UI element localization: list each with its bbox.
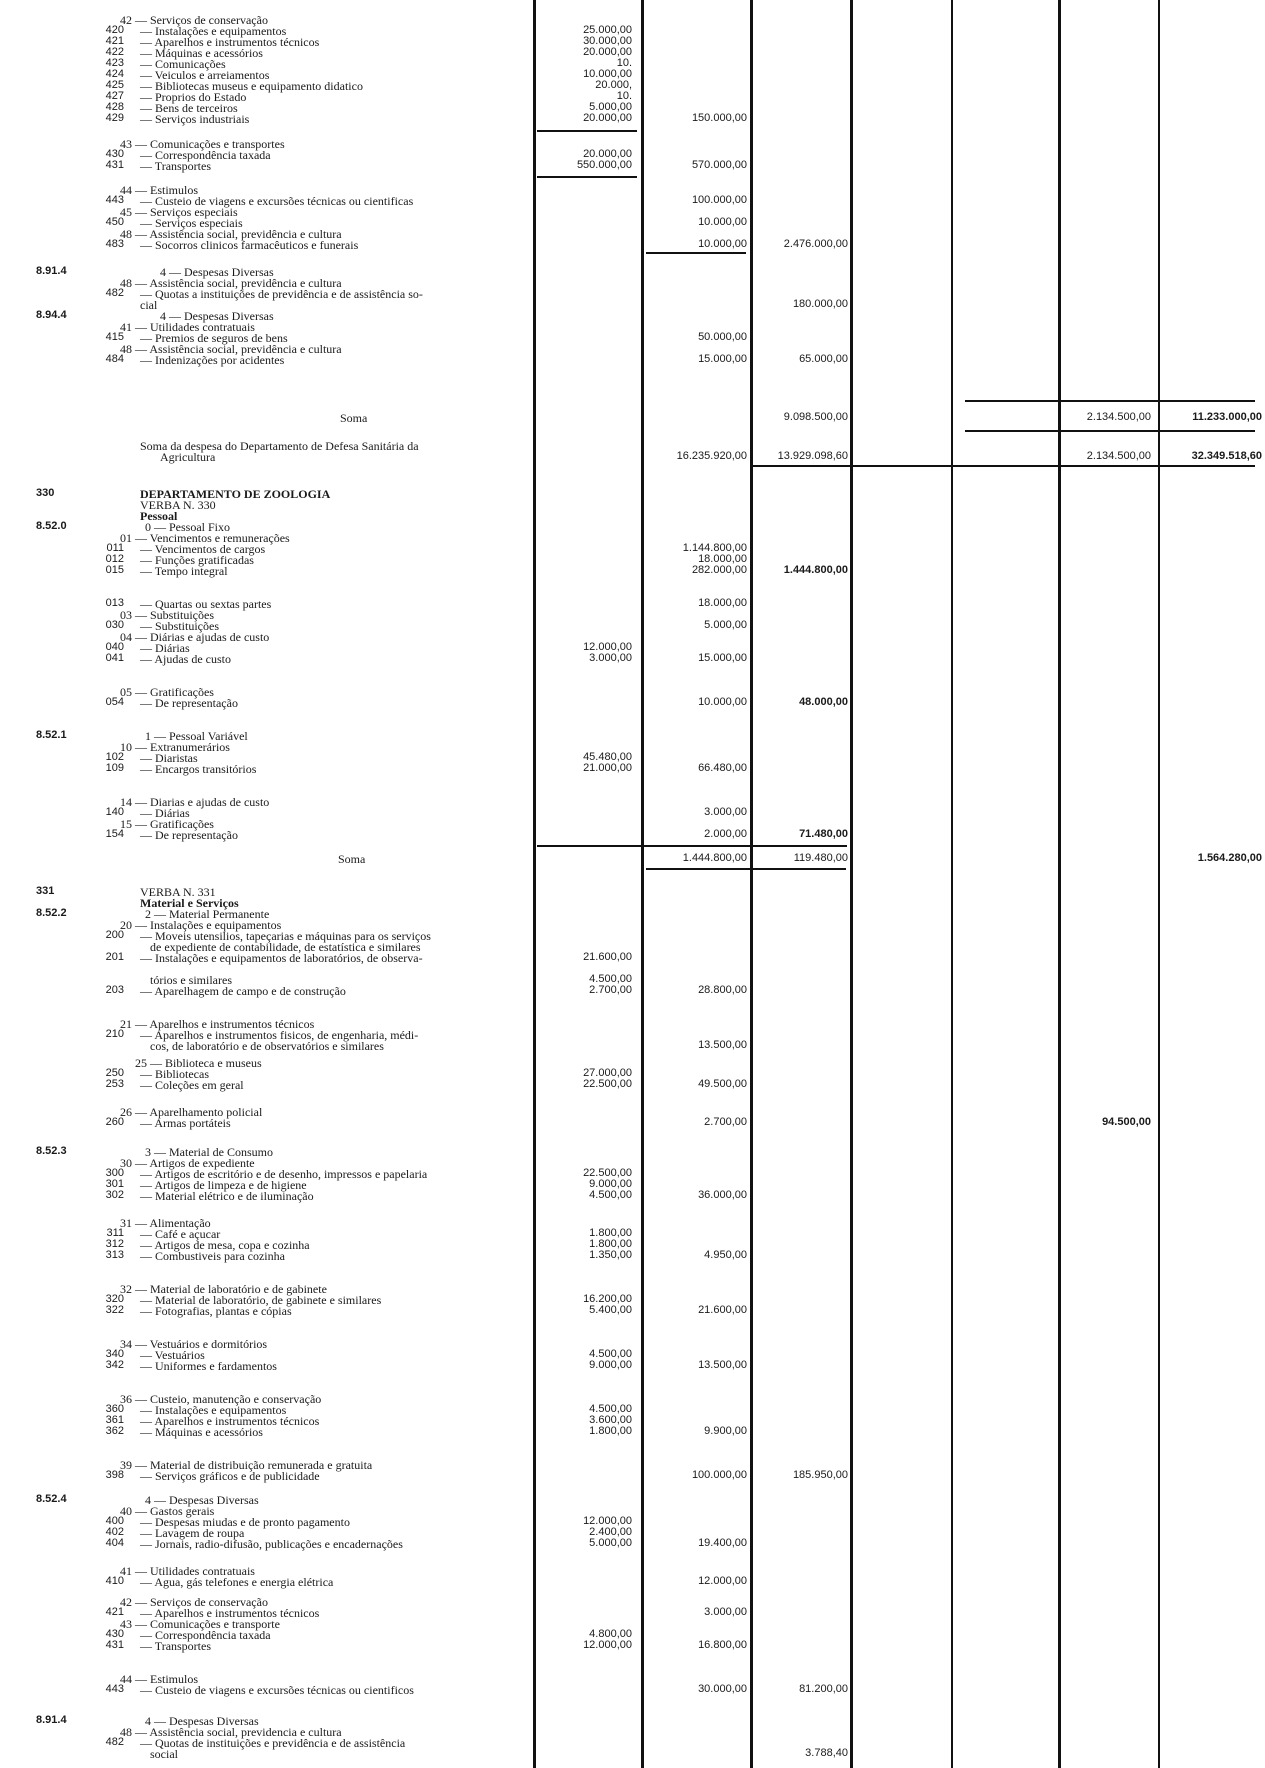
subtotal-rule <box>646 252 746 254</box>
column-rule <box>1158 0 1160 1768</box>
column-rule <box>750 0 753 1768</box>
column-rule <box>1058 0 1061 1768</box>
total-rule <box>750 465 1255 467</box>
column-rule <box>850 0 853 1768</box>
subtotal-rule <box>965 430 1255 432</box>
column-rule <box>951 0 953 1768</box>
subtotal-rule <box>965 400 1255 402</box>
column-rule <box>641 0 644 1768</box>
budget-page: 42 — Serviços de conservação 420 — Instalações e equipamentos 25.000,00 421 — Aparelhos e instrumentos técnicos 30.000,00 422 — Máquinas e acessórios 20.000,00 423 — Comunicações 10. 424 — Veiculos e arreiamentos 10.000,00 425 — Bibliotecas museus e equipamento didatico 20.000, 427 — Proprios do Estado 10. 428 — Bens de terceiros 5.000,00 429 — Serviços industriais 20.000,00 150.000,00 43 — Comunicações e transportes 430 — Correspondência taxada 20.000,00 431 — Transportes 550.000,00 570.000,00 44 — Estimulos 443 — Custeio de viagens e excursões técnicas ou cientificas 100.000,00 45 — Serviços especiais 450 — Serviços especiais 10.000,00 48 — Assistência social, previdência e cultura 483 — Socorros clinicos farmacêuticos e funerais 10.000,00 2.476.000,00 8.91.4 4 — Despesas Diversas 48 — Assistência social, previdência e cultura 482 — Quotas a instituições de previdência e de assistência so- cial 180.000,00 8.94.4 4 — Despesas Diversas 41 — Utilidades contratuais 415 — Premios de seguros de bens 50.000,00 48 — Assistência social, previdência e cultura 484 — Indenizações por acidentes 15.000,00 65.000,00 Soma 9.098.500,00 2.134.500,00 11.233.000,00 Soma da despesa do Departamento de Defesa Sanitária da Agricultura 16.235.920,00 13.929.098,60 2.134.500,00 32.349.518,60 330 DEPARTAMENTO DE ZOOLOGIA VERBA N. 330 Pessoal 8.52.0 0 — Pessoal Fixo 01 — Vencimentos e remunerações 011 — Vencimentos de cargos 1.144.800,00 012 — Funções gratificadas 18.000,00 015 — Tempo integral 282.000,00 1.444.800,00 013 — Quartas ou sextas partes 18.000,00 03 — Substituições 030 — Substituições 5.000,00 04 — Diárias e ajudas de custo 040 — Diárias 12.000,00 041 — Ajudas de custo 3.000,00 15.000,00 05 — Gratificações 054 — De representação 10.000,00 48.000,00 8.52.1 1 — Pessoal Variável 10 — Extranumerários 102 — Diaristas 45.480,00 109 — Encargos transitórios 21.000,00 66.480,00 14 — Diarias e ajudas de custo 140 — Diárias 3.000,00 15 — Gratificações 154 — De representação 2.000,00 71.480,00 Soma 1.444.800,00 119.480,00 1.564.280,00 331 VERBA N. 331 Material e Serviços 8.52.2 2 — Material Permanente 20 — Instalações e equipamentos 200 — Moveis utensilios, tapeçarias e máquinas para os serviços de expediente de contabilidade, de estatística e similares 201 — Instalações e equipamentos de laboratórios, de observa- 21.600,00 tórios e similares 4.500,00 203 — Aparelhagem de campo e de construção 2.700,00 28.800,00 21 — Aparelhos e instrumentos técnicos 210 — Aparelhos e instrumentos fisicos, de engenharia, médi- cos, de laboratório e de observatórios e similares 13.500,00 25 — Biblioteca e museus 250 — Bibliotecas 27.000,00 253 — Coleções em geral 22.500,00 49.500,00 26 — Aparelhamento policial 260 — Armas portáteis 2.700,00 94.500,00 8.52.3 3 — Material de Consumo 30 — Artigos de expediente 300 — Artigos de escritório e de desenho, impressos e papelaria 22.500,00 301 — Artigos de limpeza e de higiene 9.000,00 302 — Material elétrico e de iluminação 4.500,00 36.000,00 31 — Alimentação 311 — Café e açucar 1.800,00 312 — Artigos de mesa, copa e cozinha 1.800,00 313 — Combustiveis para cozinha 1.350,00 4.950,00 32 — Material de laboratório e de gabinete 320 — Material de laboratório, de gabinete e similares 16.200,00 322 — Fotografias, plantas e cópias 5.400,00 21.600,00 34 — Vestuários e dormitórios 340 — Vestuários 4.500,00 342 — Uniformes e fardamentos 9.000,00 13.500,00 36 — Custeio, manutenção e conservação 360 — Instalações e equipamentos 4.500,00 361 — Aparelhos e instrumentos técnicos 3.600,00 362 — Máquinas e acessórios 1.800,00 9.900,00 39 — Material de distribuição remunerada e gratuita 398 — Serviços gráficos e de publicidade 100.000,00 185.950,00 8.52.4 4 — Despesas Diversas 40 — Gastos gerais 400 — Despesas miudas e de pronto pagamento 12.000,00 402 — Lavagem de roupa 2.400,00 404 — Jornais, radio-difusão, publicações e encadernações 5.000,00 19.400,00 41 — Utilidades contratuais 410 — Agua, gás telefones e energia elétrica 12.000,00 42 — Serviços de conservação 421 — Aparelhos e instrumentos técnicos 3.000,00 43 — Comunicações e transporte 430 — Correspondência taxada 4.800,00 431 — Transportes 12.000,00 16.800,00 44 — Estimulos 443 — Custeio de viagens e excursões técnicas ou cientificos 30.000,00 81.200,00 8.91.4 4 — Despesas Diversas 48 — Assistência social, previdencia e cultura 482 — Quotas de instituições e previdência e de assistência social 3.788,40 <box>0 0 1265 1768</box>
column-rule <box>533 0 536 1768</box>
subtotal-rule <box>537 130 637 132</box>
subtotal-rule <box>646 868 846 870</box>
subtotal-rule <box>537 176 637 178</box>
subtotal-rule <box>537 845 847 847</box>
